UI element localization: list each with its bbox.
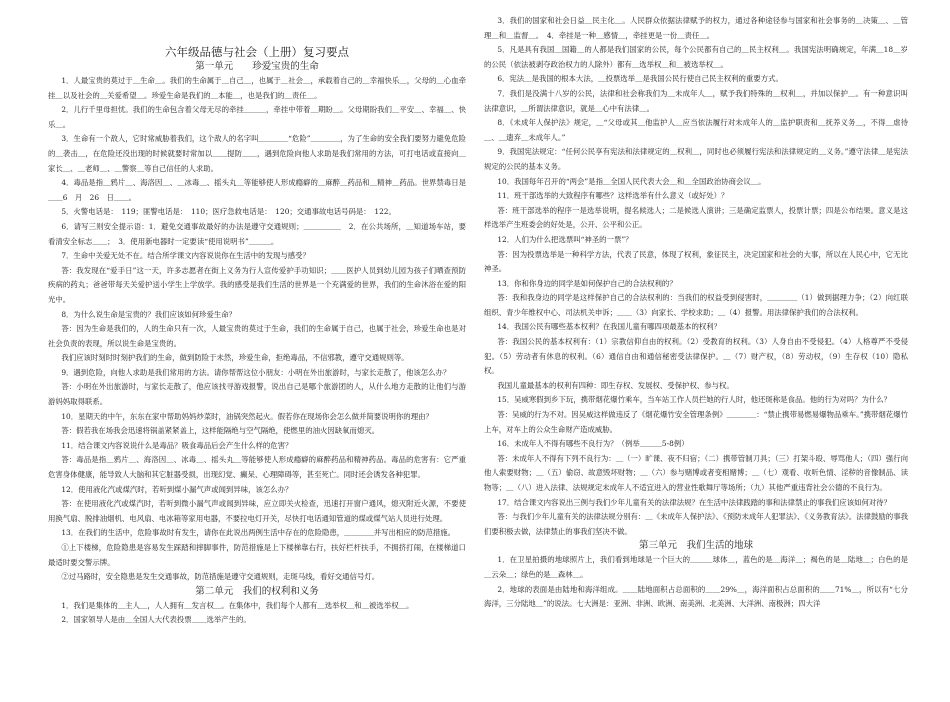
page-title: 六年级品德与社会（上册）复习要点: [165, 45, 349, 59]
paragraph: ②过马路时，安全隐患是发生交通事故，防范措施是遵守交通规则，走斑马线，看好交通信号灯。: [61, 572, 380, 582]
paragraph: 6．宪法＿是我国的根本大法，＿投票选举＿是我国公民行使自己民主权利的重要方式。: [497, 74, 783, 84]
paragraph: 答：小明在外出旅游时，与家长走散了，他应该找寻游戏报警，说出自己是哪个旅游团的人，从什么地方走散的让他们与游游妈妈取得联系。: [48, 382, 466, 407]
paragraph: 11．结合课文内容说说什么是毒品？吸食毒品后会产生什么样的危害？: [61, 440, 293, 450]
paragraph: ①上下楼梯，危险隐患是容易发生踩踏和摔脚事件，防范措施是上下楼梯靠右行，扶好栏杆扶手，不拥挤打闹，在楼梯道口最适时要交警示牌。: [48, 543, 466, 567]
unit-heading-1: 第一单元 珍爱宝贵的生命: [195, 61, 319, 72]
right-column: [484, 14, 908, 672]
paragraph: 答：班干部选举的程序一是选举说明，提名候选人；二是候选人演讲；三是确定监票人，投票计票；四是公布结果。意义是这样选举产生班委会的好处是，公开、公平和公正。: [484, 205, 908, 230]
paragraph: 15．吴威寒假到乡下玩，携带烟花爆竹乘车，当车站工作人员拦她的行人时，他还斑称是食品。他的行为对吗？为什么？: [497, 395, 892, 405]
paragraph: 5．凡是具有我国＿国籍＿的人都是我们国家的公民，每个公民都有自己的＿民主权利＿。我国宪法明确规定，年满＿18＿岁的公民（依法被剥夺政治权力的人除外）都有＿选举权＿和＿被选举权＿。: [484, 45, 908, 69]
paragraph: 3．我们的国家和社会日益＿民主化＿。人民群众依据法律赋予的权力，通过各种途径参与国家和社会事务的＿决策＿、＿管理＿和＿监督＿。 4．牵挂是一种＿感情＿，牵挂更是一份＿责任＿。: [484, 16, 908, 40]
paragraph: 7．我们是没满十八岁的公民，法律和社会称我们为＿未成年人＿，赋予我们特殊的＿权利＿，并加以保护＿。有一种意识叫法律意识，＿所谓法律意识，就是＿心中有法律＿。: [484, 88, 908, 113]
paragraph: 13．你和你身边的同学是如何保护自己的合法权利的？: [497, 278, 677, 288]
paragraph: 答：我发现在“爱手日”这一天，许多志愿者在街上义务为行人宣传爱护手功知识；＿＿医护人员到幼儿园为孩子们晒查预防疾病的药丸；爸爸带每天关爱护送小学生上学放学。我的感受是我们生活的世界是一个充满爱的世界，我们的生命沐浴在爱的阳光中。: [48, 265, 466, 304]
paragraph: 9．遇到危险，向他人求助是我们常用的方法。请你帮帮这位小朋友：小明在外出旅游时，与家长走散了，他该怎么办？: [61, 367, 451, 377]
paragraph: 我们应该时刻时时刻护我们的生命，做到防险于未然，珍爱生命，拒绝毒品，不信邪教，遵守交通规则等。: [61, 353, 409, 363]
paragraph: 8．《未成年人保护法》规定，＿“父母或其＿他监护人＿应当依法履行对未成年人的＿监护职责和＿抚养义务＿，不得＿虐待＿、＿遗弃＿未成年人。”: [484, 118, 908, 142]
paragraph: 16．未成年人不得有哪些不良行为？（例举＿＿＿5-8例）: [497, 439, 689, 449]
paragraph: 9．我国宪法规定：“任何公民享有宪法和法律规定的＿权利＿，同时也必须履行宪法和法律规定的＿义务。”遵守法律＿是宪法规定的公民的基本义务。: [484, 147, 908, 171]
paragraph: 答：我国公民的基本权利有：（1）宗教信仰自由的权利。（2）受教育的权利。（3）人身自由不受侵犯。（4）人格尊严不受侵犯。（5）劳动者有休息的权利。（6）通信自由和通信秘密受法律保护。＿（7）财产权，（8）劳动权，（9）生存权（10）隐私权。: [484, 337, 908, 376]
paragraph: 1．人最宝贵的莫过于＿生命＿。我们的生命属于＿自己＿，也属于＿社会＿，承载着自己的＿幸福快乐＿，父母的＿心血牵挂＿以及社会的＿关爱希望＿。珍爱生命是我们的＿本能＿，也是我们的＿责任＿。: [48, 76, 466, 100]
paragraph: 11．班干部选举的大致程序有哪些？这样选举有什么意义（或好处）？: [497, 191, 729, 201]
unit-1-body: [48, 74, 466, 585]
paragraph: 4．毒品是指＿鸦片＿、海洛因＿、＿冰毒＿、摇头丸＿等能够使人形成瘾癖的＿麻醉＿药品和＿精神＿药品。世界禁毒日是＿＿6 月 26 日＿＿。: [48, 178, 466, 202]
paragraph: 8．为什么说生命是宝贵的？我们应该如何珍爱生命？: [61, 309, 237, 319]
paragraph: 答：我和我身边的同学是这样保护自己的合法权利的：当我们的权益受到侵害时，＿＿＿＿（1）做到据理力争；（2）向红联组织、青少年维权中心、司法机关申诉；＿＿（3）向家长、学校求助；＿（4）报警。用法律保护我们的合法权利。: [484, 293, 908, 317]
paragraph: 1．在卫星拍摄的地球照片上，我们看到地球是一个巨大的＿＿＿球体＿，蓝色的是＿海洋＿；褐色的是＿陆地＿；白色的是＿云朵＿；绿色的是＿森林＿。: [484, 555, 908, 579]
paragraph: 答：因为投票选举是一种科学方法，代表了民意，体现了权利，象征民主，决定国家和社会的大事，所以在人民心中，它无比神圣。: [484, 249, 908, 274]
paragraph: 10．我国每年召开的“两会”是指＿全国人民代表大会＿和＿全国政治协商会议＿。: [497, 176, 766, 186]
paragraph: 答：未成年人不得有下列不良行为：＿（一）旷课、夜不归宿；（二）携带管制刀具；（三）打架斗殴、辱骂他人；（四）强行向他人索要财物；＿（五）偷窃、故意毁坏财物；＿（六）参与赌博或者变相赌博；＿（七）观看、收听色情、淫秽的音像制品、读物等；＿（八）进入法律、法规规定未成年人不适宜进入的营业性歌舞厅等场所；（九）其他严重违背社会公德的不良行为。: [484, 453, 908, 492]
paragraph: 14．我国公民有哪些基本权利？在我国儿童有哪四项最基本的权利？: [497, 322, 722, 332]
paragraph: 3．生命有一个敌人，它时常威胁着我们，这个敌人的名字叫＿＿＿＿“危险”＿＿＿＿，为了生命的安全我们要努力避免危险的＿袭击＿，在危险还没出现的时候就要时常加以＿＿提防＿＿，遇到危险向他人求助是我们常用的方法，可打电话或直接向＿家长＿、＿老师＿、＿警察＿等自己信任的人求助。: [48, 134, 466, 173]
paragraph: 我国儿童最基本的权利有四种：即生存权、发展权、受保护权、参与权。: [497, 380, 734, 390]
paragraph: 答：与我们少年儿童有关的法律法规分别有：＿《未成年人保护法》、《预防未成年人犯罪法》、《义务教育法》。法律鼓励的事我们要积极去做，法律禁止的事我们坚决不做。: [484, 512, 908, 536]
unit-2-continued: [484, 14, 908, 539]
unit-2-body: [48, 599, 466, 628]
paragraph: 10．星期天的中午，东东在家中帮助妈妈炒菜时，油锅突然起火。假若你在现场你会怎么做并简要说明你的理由？: [61, 411, 433, 421]
unit-heading-3: 第三单元 我们生活的地球: [638, 540, 753, 552]
unit-heading-2: 第二单元 我们的权利和义务: [195, 585, 319, 597]
paragraph: 17．结合课文内容说出三例与我们少年儿童有关的法律法规？在生活中法律践踏的事和法律禁止的事我们应该如何对待？: [497, 497, 892, 507]
paragraph: 1．我们是集体的＿主人＿，人人拥有＿发言权＿。在集体中，我们每个人都有＿选举权＿和＿被选举权＿。: [61, 600, 414, 610]
left-column: [48, 44, 466, 702]
paragraph: 2．地球的表面是由陆地和海洋组成。＿＿陆地面积占总面积的＿＿29%＿，海洋面积占总面积的＿＿71%＿，所以有“七分海洋，三分陆地＿”的说法。七大洲是：亚洲、非洲、欧洲、南美洲、北美洲、大洋洲、南极洲；四大洋: [484, 584, 908, 609]
paragraph: 7．生命中关爱无处不在。结合所学课文内容说说你在生活中的发现与感受？: [61, 251, 310, 261]
paragraph: 2．国家领导人是由＿全国人大代表投票＿＿选举产生的。: [61, 615, 251, 625]
paragraph: 答：因为生命是我们的，人的生命只有一次，人最宝贵的莫过于生命，我们的生命属于自己，也属于社会，珍爱生命也是对社会负责的表现，所以说生命是宝贵的。: [48, 324, 466, 348]
paragraph: 答：吴威的行为不对。因吴威这样做违反了《烟花爆竹安全管理条例》＿＿＿＿：“禁止携带易燃易爆物品乘车。”携带烟花爆竹上车，对车上的公众生命财产造成威胁。: [484, 410, 908, 434]
paragraph: 12．使用液化汽或煤汽时，若听到煤小漏气声或闻到异味，该怎么办？: [61, 484, 293, 494]
paragraph: 2．儿行千里母担忧。我们的生命包含着父母无尽的牵挂＿＿＿，牵挂中带着＿期盼＿。父母期盼我们＿平安＿、幸福＿、快乐＿。: [48, 105, 466, 129]
paragraph: 答：毒品是指＿鸦片＿、海洛因＿、冰毒＿、摇头丸＿等能够使人形成瘾癖的麻醉药品和精神药品。毒品的危害有：它严重危害身体健康，能导致人大脑和其它脏器受损，出现幻觉、癫呆、心理障碍等，甚至死亡。同时还会诱发各种犯罪。: [48, 455, 466, 480]
paragraph: 6．请写三则安全提示语：1．避免交通事故最好的办法是遵守交通规则；＿＿＿＿＿ 2．在公共场所，＿知道场车站，要看清安全标志＿＿； 3．使用新电器时一定要读“使用说明书”＿＿＿。: [48, 221, 466, 246]
paragraph: 答：在使用液化汽或煤汽时，若听到微小漏气声或闻到异味，应立即关火检查，迅速打开窗户通风，熄灭附近火源，不要使用换气扇、脱排油烟机、电风扇、电冰箱等家用电器，不要拉电灯开关，尽快打电话通知管道的煤或煤气站人员进行处理。: [48, 499, 466, 523]
paragraph: 5．火警电话是： 119；匪警电话是： 110；医疗急救电话是： 120；交通事故电话号码是： 122。: [61, 207, 396, 217]
unit-3-body: [484, 553, 908, 611]
paragraph: 12．人们为什么把选票叫“神圣的一票”？: [497, 234, 633, 244]
paragraph: 13．在我们的生活中，危险事故时有发生，请你在此说出两例生活中存在的危险隐患，＿＿＿＿并写出相应的防范措施。: [61, 528, 456, 538]
paragraph: 答：假若我在场我会迅速将锅盖紧紧盖上，这样能隔绝与空气隔绝，使燃里的油火因缺氧而熄灭。: [61, 426, 380, 436]
